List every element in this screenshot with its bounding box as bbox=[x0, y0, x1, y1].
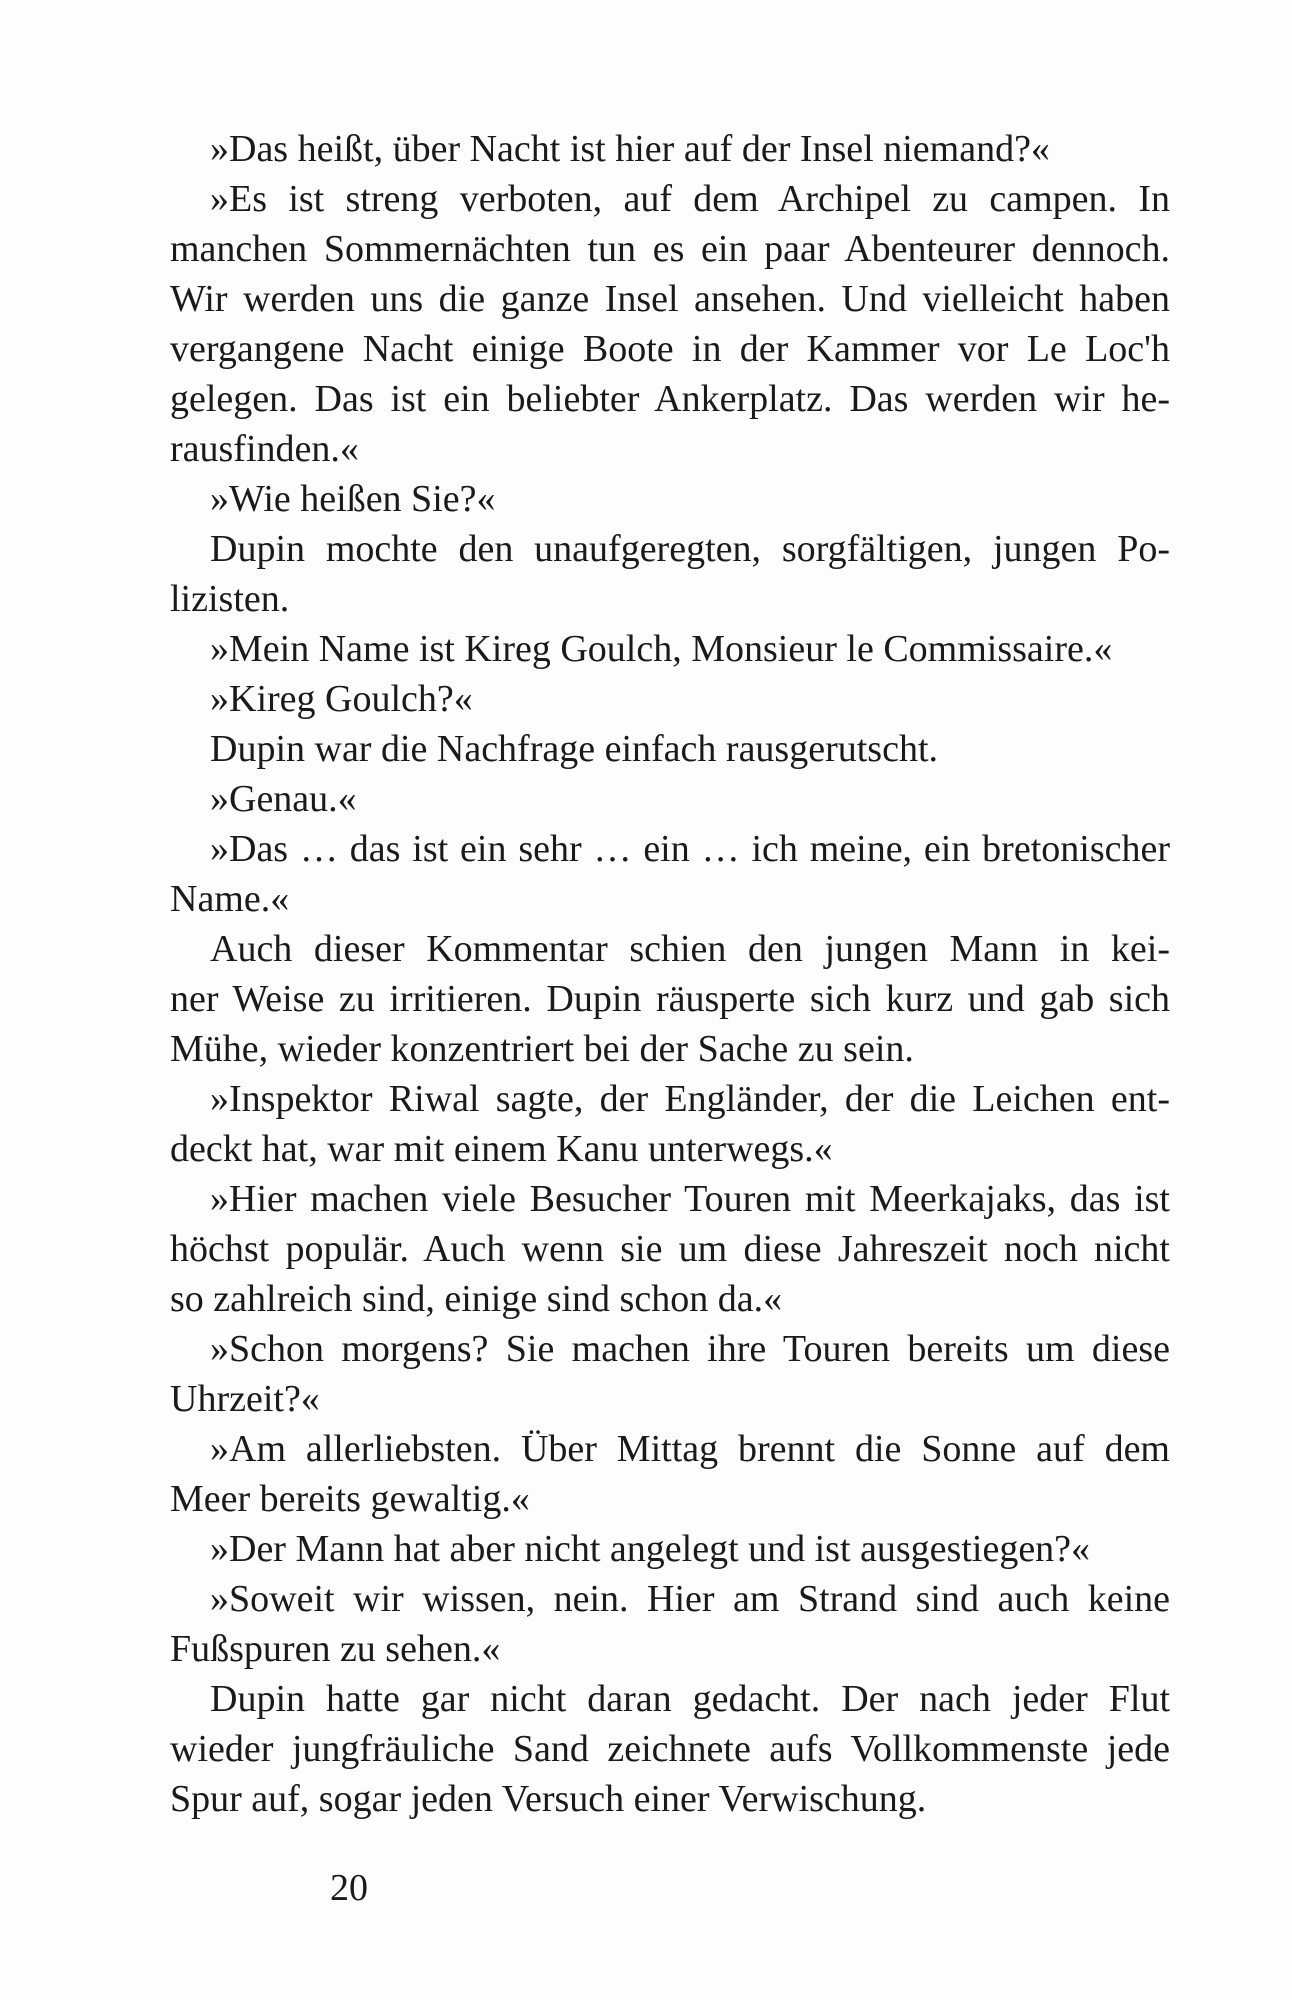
text-line: ner Weise zu irritieren. Dupin räusperte sich kurz und gab sich bbox=[170, 978, 1170, 1020]
text-line: »Inspektor Riwal sagte, der Engländer, der die Leichen ent- bbox=[210, 1078, 1170, 1120]
text-line: lizisten. bbox=[170, 578, 290, 620]
text-line: Dupin mochte den unaufgeregten, sorgfältigen, jungen Po- bbox=[210, 528, 1170, 570]
text-line: »Hier machen viele Besucher Touren mit Meerkajaks, das ist bbox=[210, 1178, 1170, 1220]
text-line: manchen Sommernächten tun es ein paar Abenteurer dennoch. bbox=[170, 228, 1170, 270]
text-line: Fußspuren zu sehen.« bbox=[170, 1628, 501, 1670]
text-line: »Es ist streng verboten, auf dem Archipel zu campen. In bbox=[210, 178, 1170, 220]
text-line: rausfinden.« bbox=[170, 428, 359, 470]
text-line: »Der Mann hat aber nicht angelegt und ist ausgestiegen?« bbox=[210, 1528, 1091, 1570]
text-line: »Das heißt, über Nacht ist hier auf der Insel niemand?« bbox=[210, 128, 1050, 170]
text-line: »Am allerliebsten. Über Mittag brennt die Sonne auf dem bbox=[210, 1428, 1170, 1470]
text-line: vergangene Nacht einige Boote in der Kammer vor Le Loc'h bbox=[170, 328, 1170, 370]
body-text bbox=[170, 124, 1170, 1824]
text-line: »Das … das ist ein sehr … ein … ich meine, ein bretonischer bbox=[210, 828, 1170, 870]
text-line: Spur auf, sogar jeden Versuch einer Verwischung. bbox=[170, 1778, 927, 1820]
text-line: »Soweit wir wissen, nein. Hier am Strand sind auch keine bbox=[210, 1578, 1170, 1620]
text-line: Dupin hatte gar nicht daran gedacht. Der nach jeder Flut bbox=[210, 1678, 1170, 1720]
text-line: »Genau.« bbox=[210, 778, 357, 820]
text-line: höchst populär. Auch wenn sie um diese Jahreszeit noch nicht bbox=[170, 1228, 1170, 1270]
text-line: wieder jungfräuliche Sand zeichnete aufs Vollkommenste jede bbox=[170, 1728, 1170, 1770]
page-number: 20 bbox=[330, 1867, 368, 1909]
text-line: deckt hat, war mit einem Kanu unterwegs.« bbox=[170, 1128, 833, 1170]
text-line: »Mein Name ist Kireg Goulch, Monsieur le Commissaire.« bbox=[210, 628, 1113, 670]
text-line: Wir werden uns die ganze Insel ansehen. Und vielleicht haben bbox=[170, 278, 1170, 320]
text-line: Meer bereits gewaltig.« bbox=[170, 1478, 530, 1520]
text-line: Dupin war die Nachfrage einfach rausgerutscht. bbox=[210, 728, 939, 770]
text-line: Mühe, wieder konzentriert bei der Sache zu sein. bbox=[170, 1028, 914, 1070]
text-line: so zahlreich sind, einige sind schon da.« bbox=[170, 1278, 783, 1320]
text-line: Auch dieser Kommentar schien den jungen Mann in kei- bbox=[210, 928, 1170, 970]
text-line: Uhrzeit?« bbox=[170, 1378, 320, 1420]
text-line: Name.« bbox=[170, 878, 290, 920]
text-line: »Kireg Goulch?« bbox=[210, 678, 473, 720]
text-line: gelegen. Das ist ein beliebter Ankerplatz. Das werden wir he- bbox=[170, 378, 1170, 420]
text-line: »Schon morgens? Sie machen ihre Touren bereits um diese bbox=[210, 1328, 1170, 1370]
text-line: »Wie heißen Sie?« bbox=[210, 478, 496, 520]
